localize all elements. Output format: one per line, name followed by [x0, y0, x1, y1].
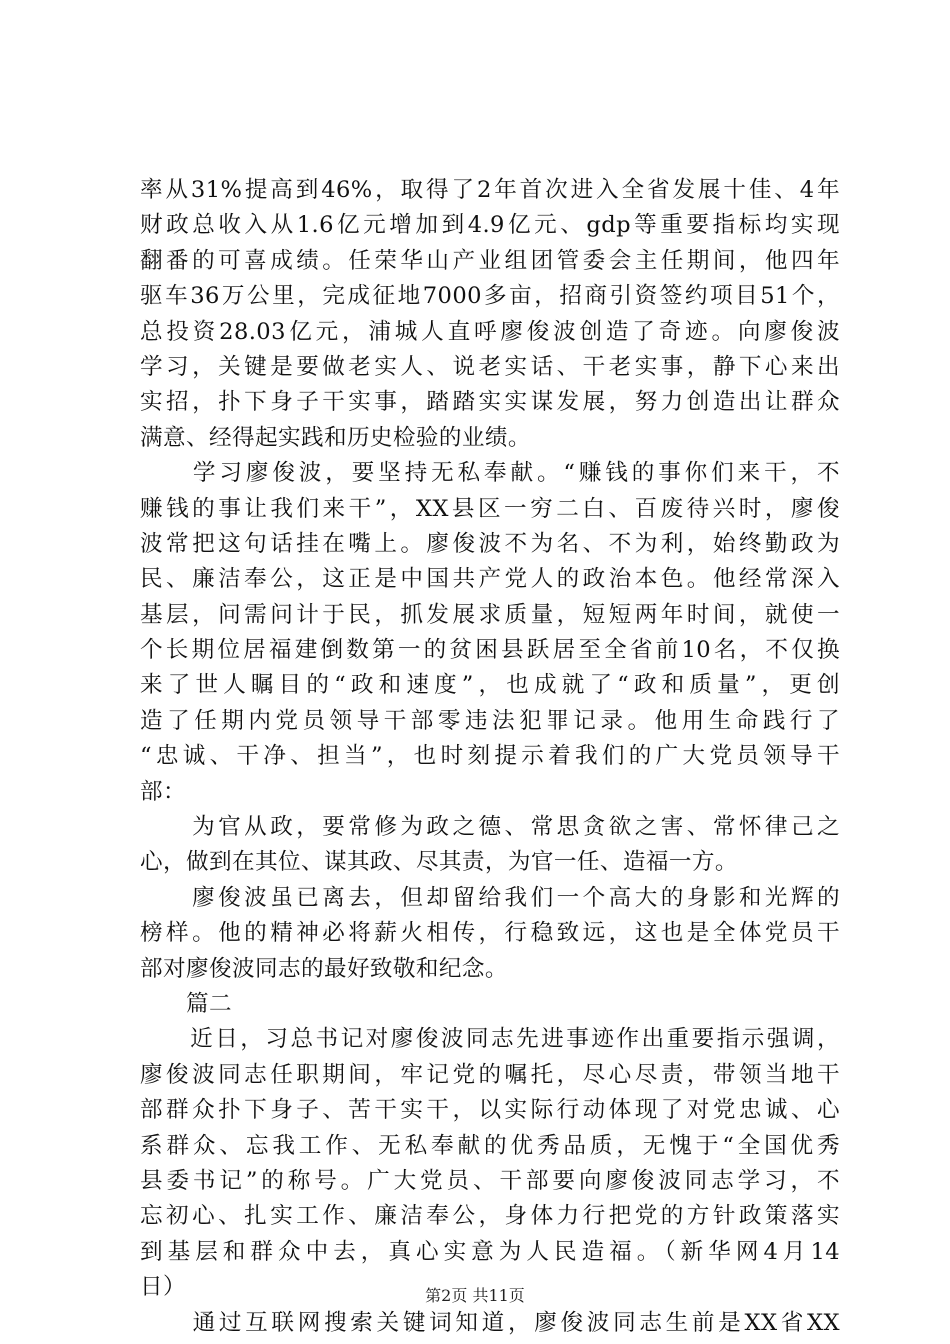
text-line: 实招，扑下身子干实事，踏踏实实谋发展，努力创造出让群众: [140, 389, 840, 416]
text-line: 总投资28.03亿元，浦城人直呼廖俊波创造了奇迹。向廖俊波: [140, 318, 840, 345]
text-line: 通过互联网搜索关键词知道，廖俊波同志生前是XX省XX: [140, 1309, 840, 1336]
text-line: 个长期位居福建倒数第一的贫困县跃居至全省前10名，不仅换: [140, 637, 840, 664]
text-line: 基层，问需问计于民，抓发展求质量，短短两年时间，就使一: [140, 601, 840, 628]
text-line: 学习，关键是要做老实人、说老实话、干老实事，静下心来出: [140, 353, 840, 380]
text-line: 廖俊波同志任职期间，牢记党的嘱托，尽心尽责，带领当地干: [140, 1061, 840, 1088]
text-line: 到基层和群众中去，真心实意为人民造福。（新华网4月14: [140, 1238, 840, 1265]
text-line: 部：: [140, 778, 186, 805]
text-line: 日）: [140, 1274, 186, 1301]
page-number-label: 第2页 共11页: [425, 1286, 525, 1305]
text-line: 赚钱的事让我们来干”，XX县区一穷二白、百废待兴时，廖俊: [140, 495, 840, 522]
page-footer: [0, 1286, 950, 1306]
text-line: 为官从政，要常修为政之德、常思贪欲之害、常怀律己之: [140, 814, 840, 841]
text-line: 财政总收入从1.6亿元增加到4.9亿元、gdp等重要指标均实现: [140, 212, 840, 239]
document-body: [140, 173, 840, 1341]
text-line: 篇二: [140, 990, 232, 1017]
text-line: 系群众、忘我工作、无私奉献的优秀品质，无愧于“全国优秀: [140, 1132, 840, 1159]
text-line: 部对廖俊波同志的最好致敬和纪念。: [140, 955, 508, 982]
text-line: 翻番的可喜成绩。任荣华山产业组团管委会主任期间，他四年: [140, 247, 840, 274]
text-line: 造了任期内党员领导干部零违法犯罪记录。他用生命践行了: [140, 707, 840, 734]
text-line: 驱车36万公里，完成征地7000多亩，招商引资签约项目51个，: [140, 283, 840, 310]
text-line: 县委书记”的称号。广大党员、干部要向廖俊波同志学习，不: [140, 1167, 840, 1194]
text-line: 学习廖俊波，要坚持无私奉献。“赚钱的事你们来干，不: [140, 460, 840, 487]
text-line: 近日，习总书记对廖俊波同志先进事迹作出重要指示强调，: [140, 1026, 840, 1053]
text-line: 波常把这句话挂在嘴上。廖俊波不为名、不为利，始终勤政为: [140, 530, 840, 557]
text-line: “忠诚、干净、担当”，也时刻提示着我们的广大党员领导干: [140, 743, 840, 770]
text-line: 率从31%提高到46%，取得了2年首次进入全省发展十佳、4年: [140, 177, 840, 203]
text-line: 来了世人瞩目的“政和速度”，也成就了“政和质量”，更创: [140, 672, 840, 699]
text-line: 榜样。他的精神必将薪火相传，行稳致远，这也是全体党员干: [140, 920, 840, 947]
text-line: 民、廉洁奉公，这正是中国共产党人的政治本色。他经常深入: [140, 566, 840, 593]
text-line: 忘初心、扎实工作、廉洁奉公，身体力行把党的方针政策落实: [140, 1203, 840, 1230]
text-line: 满意、经得起实践和历史检验的业绩。: [140, 424, 531, 451]
text-line: 廖俊波虽已离去，但却留给我们一个高大的身影和光辉的: [140, 884, 840, 911]
text-line: 心，做到在其位、谋其政、尽其责，为官一任、造福一方。: [140, 849, 738, 876]
text-line: 部群众扑下身子、苦干实干，以实际行动体现了对党忠诚、心: [140, 1097, 840, 1124]
